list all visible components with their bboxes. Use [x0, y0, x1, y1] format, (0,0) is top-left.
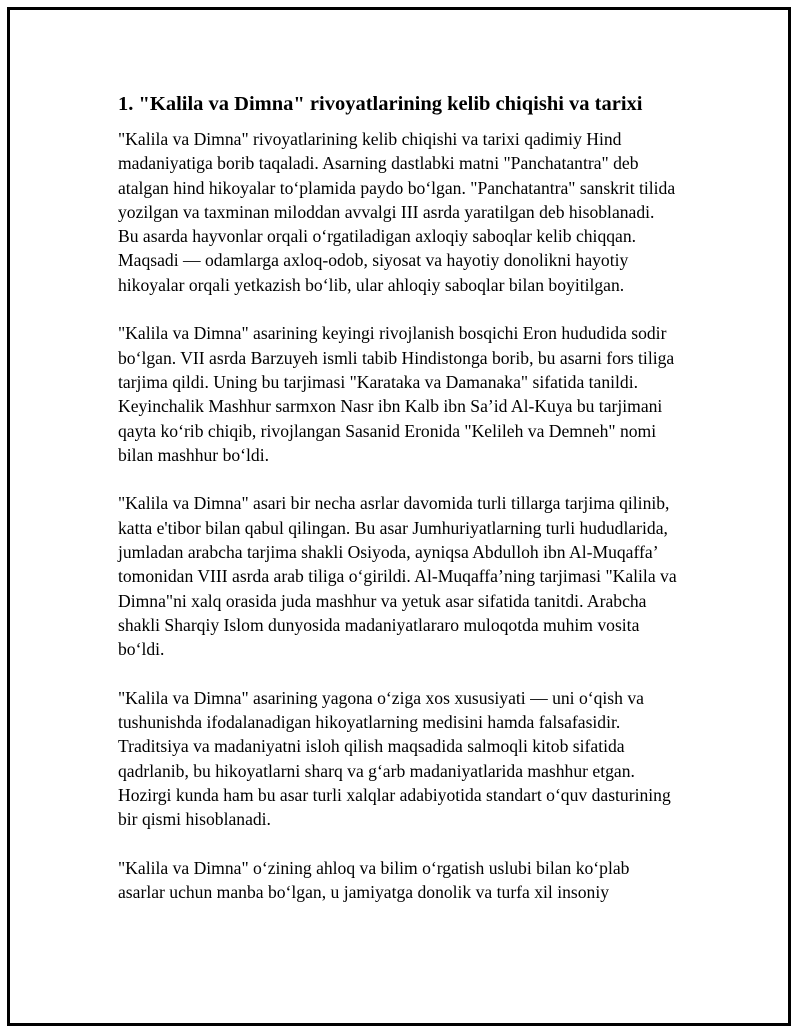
- paragraph-features: "Kalila va Dimna" asarining yagona o‘ziga xos xususiyati — uni o‘qish va tushunishda ifodalanadigan hikoyatlarning medisini hamda falsafasidir. Traditsiya va madaniyatni isloh qilish maqsadida salmoqli kitob sifatida qadrlanib, bu hikoyatlarni sharq va g‘arb madaniyatlarida mashhur etgan. Hozirgi kunda ham bu asar turli xalqlar adabiyotida standart o‘quv dasturining bir qismi hisoblanadi.: [118, 687, 671, 830]
- document-body: [118, 90, 678, 905]
- paragraph-legacy: "Kalila va Dimna" o‘zining ahloq va bilim o‘rgatish uslubi bilan ko‘plab asarlar uchun manba bo‘lgan, u jamiyatga donolik va turfa xil insoniy: [118, 857, 630, 903]
- paragraph-iran: "Kalila va Dimna" asarining keyingi rivojlanish bosqichi Eron hududida sodir bo‘lgan. VII asrda Barzuyeh ismli tabib Hindistonga borib, bu asarni fors tiliga tarjima qildi. Uning bu tarjimasi "Karataka va Damanaka" sifatida tanildi. Keyinchalik Mashhur sarmxon Nasr ibn Kalb ibn Sa’id Al-Kuya bu tarjimani qayta ko‘rib chiqib, rivojlangan Sasanid Eronida "Kelileh va Demneh" nomi bilan mashhur bo‘ldi.: [118, 323, 675, 465]
- paragraph-origin: "Kalila va Dimna" rivoyatlarining kelib chiqishi va tarixi qadimiy Hind madaniyatiga borib taqaladi. Asarning dastlabki matni "Panchatantra" deb atalgan hind hikoyalar to‘plamida paydo bo‘lgan. "Panchatantra" sanskrit tilida yozilgan va taxminan miloddan avvalgi III asrda yaratilgan deb hisoblanadi. Bu asarda hayvonlar orqali o‘rgatiladigan axloqiy saboqlar kelib chiqqan. Maqsadi — odamlarga axloq-odob, siyosat va hayotiy donolikni hayotiy hikoyalar orqali yetkazish bo‘lib, ular ahloqiy saboqlar bilan boyitilgan.: [118, 129, 676, 295]
- section-heading: 1. "Kalila va Dimna" rivoyatlarining kelib chiqishi va tarixi: [118, 93, 643, 115]
- paragraph-translations: "Kalila va Dimna" asari bir necha asrlar davomida turli tillarga tarjima qilinib, katta e'tibor bilan qabul qilingan. Bu asar Jumhuriyatlarning turli hududlarida, jumladan arabcha tarjima shakli Osiyoda, ayniqsa Abdulloh ibn Al-Muqaffa’ tomonidan VIII asrda arab tiliga o‘girildi. Al-Muqaffa’ning tarjimasi "Kalila va Dimna"ni xalq orasida juda mashhur va yetuk asar sifatida tanitdi. Arabcha shakli Sharqiy Islom dunyosida madaniyatlararo muloqotda muhim vosita bo‘ldi.: [118, 493, 677, 660]
